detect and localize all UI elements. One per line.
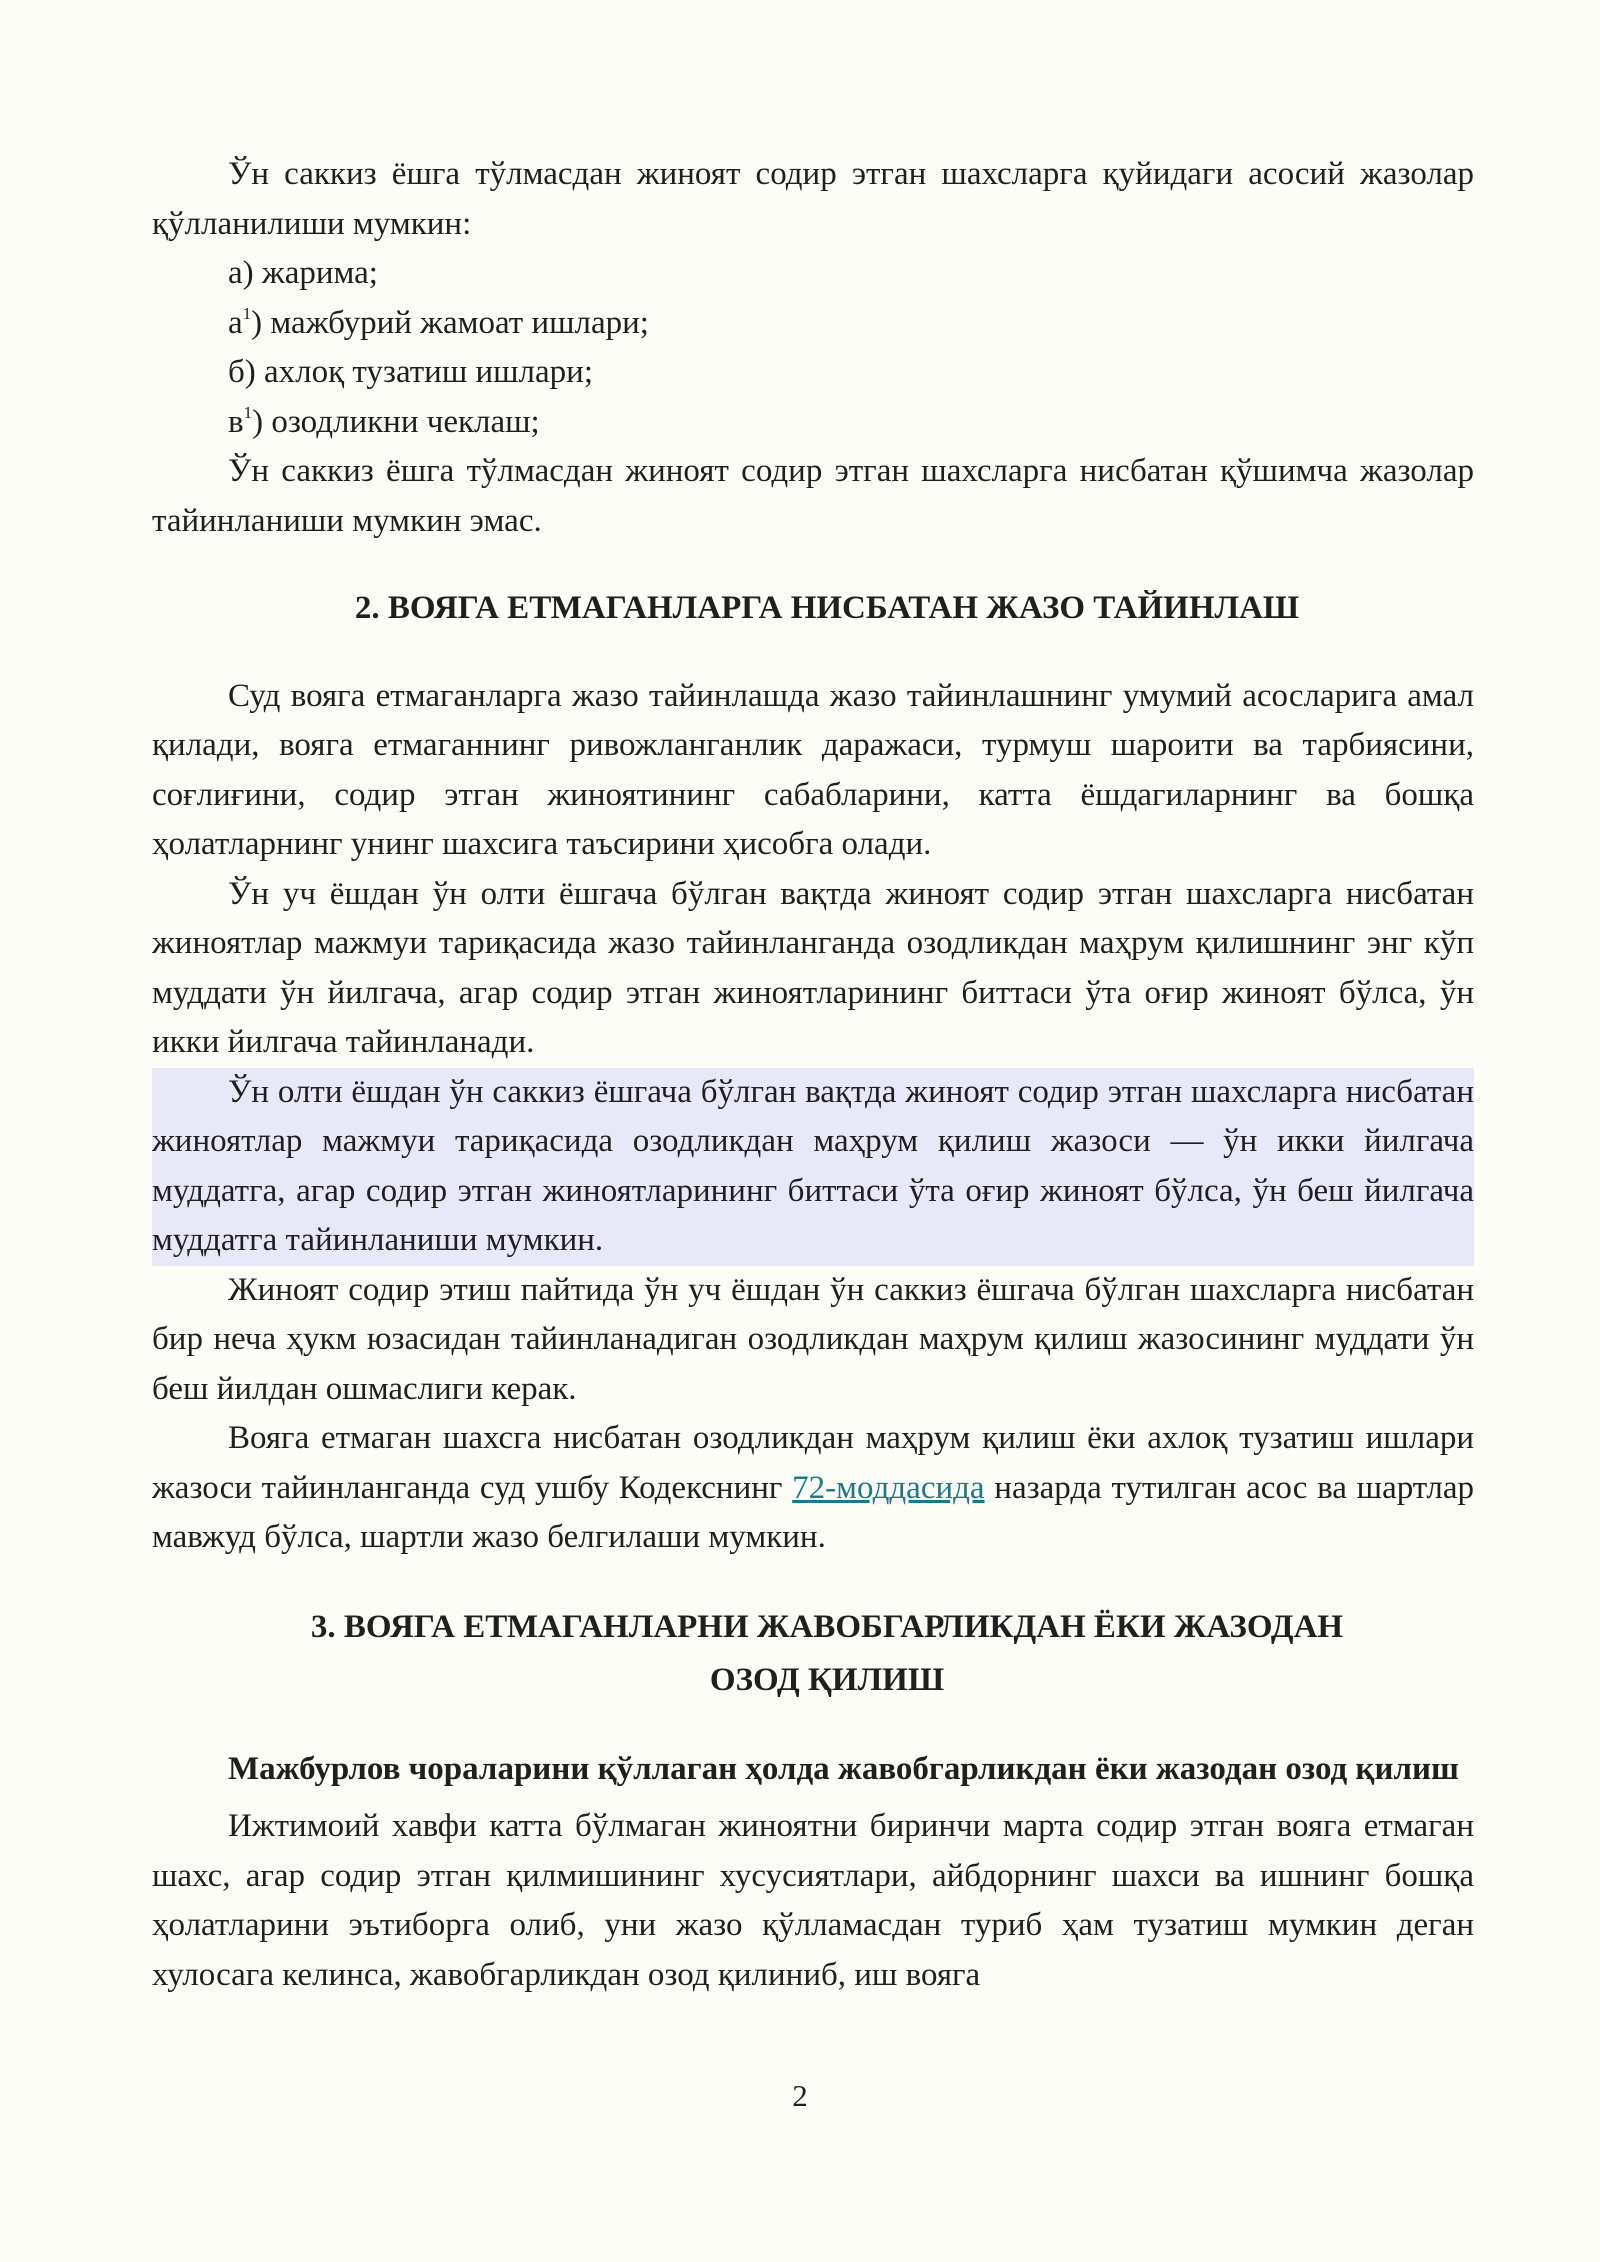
list-item-fine: [152, 249, 1474, 299]
list-item-prefix: в: [228, 403, 244, 440]
list-item-text: ) мажбурий жамоат ишлари;: [251, 304, 649, 341]
list-item-superscript: 1: [242, 303, 252, 323]
article-72-link[interactable]: 72-моддасида: [792, 1469, 985, 1506]
document-page: [152, 150, 1474, 2000]
list-item-prefix: а: [228, 304, 243, 341]
paragraph-intro: Ўн саккиз ёшга тўлмасдан жиноят содир этган шахсларга қуйидаги асосий жазолар қўлланилиши мумкин:: [152, 156, 1474, 242]
section-heading-3-line2: ОЗОД ҚИЛИШ: [709, 1661, 945, 1698]
list-item-text: ) ахлоқ тузатиш ишлари;: [244, 354, 594, 390]
subheading-coercive-measures: Мажбурлов чораларини қўллаган ҳолда жавобгарликдан ёки жазодан озод қилиш: [228, 1750, 1459, 1787]
section-heading-2: 2. ВОЯГА ЕТМАГАНЛАРГА НИСБАТАН ЖАЗО ТАЙИНЛАШ: [354, 590, 1300, 626]
list-item-superscript: 1: [243, 402, 253, 422]
paragraph-first-offense: Ижтимоий хавфи катта бўлмаган жиноятни биринчи марта содир этган вояга етмаган шахс, агар содир этган қилмишининг хусусиятлари, айбдорнинг шахси ва ишнинг бошқа ҳолатларини эътиборга олиб, уни жазо қўлламасдан туриб ҳам тузатиш мумкин деган хулосага келинса, жавобгарликдан озод қилиниб, иш вояга: [152, 1808, 1474, 1993]
list-item-correctional-work: [152, 348, 1474, 398]
list-item-text: ) жарима;: [242, 255, 378, 291]
paragraph-13-16: Ўн уч ёшдан ўн олти ёшгача бўлган вақтда жиноят содир этган шахсларга нисбатан жиноятлар мажмуи тариқасида жазо тайинланганда озодликдан маҳрум қилишнинг энг кўп муддати ўн йилгача, агар содир этган жиноятларининг биттаси ўта оғир жиноят бўлса, ўн икки йилгача тайинланади.: [152, 875, 1474, 1060]
list-item-text: ) озодликни чеклаш;: [252, 403, 540, 440]
paragraph-multiple-sentences: Жиноят содир этиш пайтида ўн уч ёшдан ўн саккиз ёшгача бўлган шахсларга нисбатан бир неча ҳукм юзасидан тайинланадиган озодликдан маҳрум қилиш жазосининг муддати ўн беш йилдан ошмаслиги керак.: [152, 1271, 1474, 1407]
paragraph-court-principles: Суд вояга етмаганларга жазо тайинлашда жазо тайинлашнинг умумий асосларига амал қилади, вояга етмаганнинг ривожланганлик даражаси, турмуш шароити ва тарбиясини, соғлиғини, содир этган жиноятининг сабабларини, катта ёшдагиларнинг ва бошқа ҳолатларнинг унинг шахсига таъсирини ҳисобга олади.: [152, 677, 1474, 862]
list-item-prefix: а: [228, 255, 243, 291]
list-item-restriction: [152, 398, 1474, 448]
list-item-community-work: [152, 299, 1474, 349]
paragraph-text: назарда тутилган асос ва шартлар мавжуд бўлса, шартли жазо белгилаши мумкин.: [152, 1469, 1474, 1555]
section-heading-3: [152, 1601, 1474, 1707]
paragraph-16-18-highlighted: Ўн олти ёшдан ўн саккиз ёшгача бўлган вақтда жиноят содир этган шахсларга нисбатан жиноятлар мажмуи тариқасида озодликдан маҳрум қилиш жазоси — ўн икки йилгача муддатга, агар содир этган жиноятларининг биттаси ўта оғир жиноят бўлса, ўн беш йилгача муддатга тайинланиши мумкин.: [152, 1068, 1474, 1266]
paragraph-text: Вояга етмаган шахсга нисбатан озодликдан маҳрум қилиш ёки ахлоқ тузатиш ишлари жазоси тайинланганда суд ушбу Кодекснинг: [152, 1420, 1474, 1506]
paragraph-conditional-sentence: [152, 1414, 1474, 1563]
page-number: 2: [792, 2078, 808, 2113]
list-item-prefix: б: [228, 354, 245, 390]
section-heading-3-line1: 3. ВОЯГА ЕТМАГАНЛАРНИ ЖАВОБГАРЛИКДАН ЁКИ ЖАЗОДАН: [310, 1608, 1344, 1645]
paragraph-no-additional: Ўн саккиз ёшга тўлмасдан жиноят содир этган шахсларга нисбатан қўшимча жазолар тайинланиши мумкин эмас.: [152, 453, 1474, 539]
